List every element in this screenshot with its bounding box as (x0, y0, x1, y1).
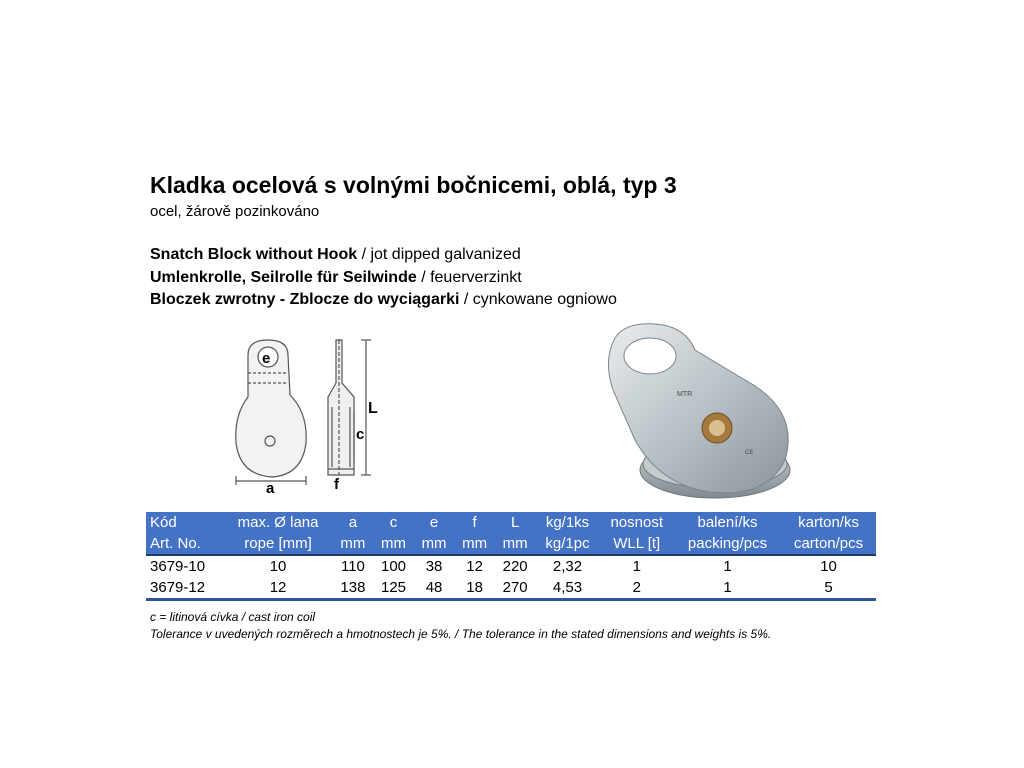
table-cell: 1 (674, 577, 781, 600)
table-header-cell: mm (373, 533, 414, 555)
table-cell: 100 (380, 558, 407, 575)
table-header-cell: L (495, 512, 536, 533)
table-cell: 1 (723, 558, 732, 575)
dimension-label-e: e (262, 350, 271, 367)
table-header-cell: mm (454, 533, 495, 555)
description-polish (150, 291, 617, 309)
table-header-cell: Kód (146, 512, 223, 533)
page-subtitle: ocel, žárově pozinkováno (150, 203, 320, 220)
table-header-cell: e (414, 512, 455, 533)
dimension-label-f: f (334, 476, 339, 493)
table-header-cell: kg/1pc (535, 533, 599, 555)
table-cell: 2 (600, 577, 674, 600)
description-german-name: Umlenkrolle, Seilrolle für Seilwinde (150, 269, 417, 286)
table-cell: 10 (820, 558, 837, 575)
engraving-ce: CE (745, 450, 754, 456)
dimension-label-L: L (368, 400, 378, 417)
table-cell: 270 (495, 577, 536, 600)
description-english (150, 246, 521, 264)
table-header-cell: mm (333, 533, 374, 555)
page-title: Kladka ocelová s volnými bočnicemi, oblá, typ 3 (150, 172, 677, 198)
description-german (150, 269, 522, 287)
table-header-cell: balení/ks (674, 512, 781, 533)
table-cell: 12 (223, 577, 332, 600)
table-cell: 18 (454, 577, 495, 600)
spec-table (146, 512, 876, 601)
table-header-cell: packing/pcs (674, 533, 781, 555)
table-header-cell: nosnost (600, 512, 674, 533)
table-header-row (146, 512, 876, 533)
table-cell: 125 (373, 577, 414, 600)
description-polish-name: Bloczek zwrotny - Zblocze do wyciągarki (150, 291, 460, 308)
table-header-cell: mm (414, 533, 455, 555)
dimension-label-c: c (356, 426, 365, 443)
footnote-coil: c = litinová cívka / cast iron coil (150, 610, 316, 624)
table-cell: 38 (425, 558, 443, 575)
table-header-cell: f (454, 512, 495, 533)
table-header-cell: rope [mm] (223, 533, 332, 555)
table-cell: 3679-10 (150, 558, 206, 575)
description-polish-finish: / cynkowane ogniowo (459, 291, 617, 308)
table-cell: 4,53 (535, 577, 599, 600)
dimension-label-a: a (266, 480, 275, 495)
table-row (146, 577, 876, 600)
technical-drawing (230, 335, 400, 495)
table-cell: 2,32 (552, 558, 583, 575)
table-cell: 10 (269, 558, 287, 575)
product-photo (595, 320, 815, 505)
table-cell: 1 (632, 558, 641, 575)
description-german-finish: / feuerverzinkt (416, 269, 522, 286)
table-row (146, 555, 876, 577)
table-header-cell: a (333, 512, 374, 533)
table-header-cell: carton/pcs (781, 533, 876, 555)
footnote-tolerance: Tolerance v uvedených rozměrech a hmotnostech je 5%. / The tolerance in the stated dimensions and weights is 5%. (150, 627, 772, 641)
table-header-row (146, 533, 876, 555)
table-header-cell: WLL [t] (600, 533, 674, 555)
description-english-finish: / jot dipped galvanized (357, 246, 521, 263)
table-header-cell: max. Ø lana (223, 512, 332, 533)
table-cell: 12 (466, 558, 483, 575)
table-header-cell: karton/ks (781, 512, 876, 533)
table-cell: 5 (781, 577, 876, 600)
table-cell: 3679-12 (146, 577, 223, 600)
table-cell: 110 (340, 558, 365, 575)
engraving-mtr: MTR (677, 391, 693, 398)
table-header-cell: Art. No. (146, 533, 223, 555)
table-cell: 220 (502, 558, 528, 575)
table-header-cell: mm (495, 533, 536, 555)
table-cell: 138 (333, 577, 374, 600)
description-english-name: Snatch Block without Hook (150, 246, 358, 263)
table-header-cell: c (373, 512, 414, 533)
table-header-cell: kg/1ks (535, 512, 599, 533)
table-cell: 48 (414, 577, 455, 600)
